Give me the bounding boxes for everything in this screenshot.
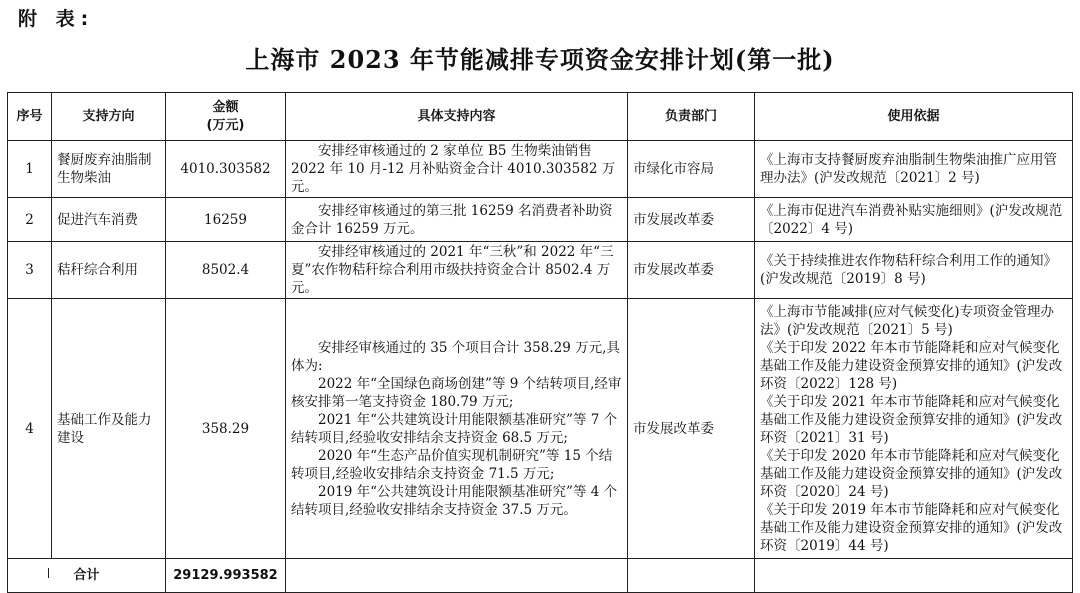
header-index: 序号 <box>8 93 52 141</box>
header-amount-line2: (万元) <box>206 117 245 133</box>
header-direction: 支持方向 <box>52 93 166 141</box>
basis-item: 《关于印发 2022 年本市节能降耗和应对气候变化基础工作及能力建设资金预算安排的通知》(沪发改环资〔2022〕128 号) <box>760 339 1063 392</box>
row-department: 市发展改革委 <box>628 198 755 242</box>
row-content: 安排经审核通过的第三批 16259 名消费者补助资金合计 16259 万元。 <box>286 198 628 242</box>
content-paragraph: 2019 年“公共建筑设计用能限额基准研究”等 4 个结转项目,经验收安排结余支持资金 37.5 万元。 <box>291 483 618 518</box>
row-index: 3 <box>8 242 52 299</box>
content-paragraph: 2020 年“生态产品价值实现机制研究”等 15 个结转项目,经验收安排结余支持资金 71.5 万元; <box>291 447 613 482</box>
total-empty-cell <box>628 559 755 593</box>
table-row <box>8 141 1073 198</box>
row-index: 4 <box>8 299 52 559</box>
content-paragraph: 2022 年“全国绿色商场创建”等 9 个结转项目,经审核安排第一笔支持资金 180.79 万元; <box>291 375 622 410</box>
total-amount: 29129.993582 <box>166 559 286 593</box>
table-total-row <box>8 559 1073 593</box>
page-edge-mark <box>48 568 49 578</box>
table-header-row <box>8 93 1073 141</box>
row-index: 2 <box>8 198 52 242</box>
basis-item: 《关于印发 2021 年本市节能降耗和应对气候变化基础工作及能力建设资金预算安排的通知》(沪发改环资〔2021〕31 号) <box>760 393 1063 446</box>
row-direction: 基础工作及能力建设 <box>52 299 166 559</box>
row-basis: 《上海市促进汽车消费补贴实施细则》(沪发改规范〔2022〕4 号) <box>755 198 1073 242</box>
basis-item: 《上海市节能减排(应对气候变化)专项资金管理办法》(沪发改规范〔2021〕5 号) <box>760 303 1055 338</box>
header-department: 负责部门 <box>628 93 755 141</box>
row-amount: 358.29 <box>166 299 286 559</box>
row-content: 安排经审核通过的 2021 年“三秋”和 2022 年“三夏”农作物秸秆综合利用市级扶持资金合计 8502.4 万元。 <box>286 242 628 299</box>
row-amount: 8502.4 <box>166 242 286 299</box>
header-basis: 使用依据 <box>755 93 1073 141</box>
appendix-label: 附 表: <box>18 8 95 30</box>
row-direction: 餐厨废弃油脂制生物柴油 <box>52 141 166 198</box>
header-amount <box>166 93 286 141</box>
table-row <box>8 299 1073 559</box>
row-amount: 4010.303582 <box>166 141 286 198</box>
table-row <box>8 242 1073 299</box>
row-content: 安排经审核通过的 2 家单位 B5 生物柴油销售 2022 年 10 月-12 月补贴资金合计 4010.303582 万元。 <box>286 141 628 198</box>
row-department: 市发展改革委 <box>628 299 755 559</box>
content-paragraph: 2021 年“公共建筑设计用能限额基准研究”等 7 个结转项目,经验收安排结余支持资金 68.5 万元; <box>291 411 618 446</box>
row-basis: 《上海市支持餐厨废弃油脂制生物柴油推广应用管理办法》(沪发改规范〔2021〕2 号) <box>755 141 1073 198</box>
row-department: 市绿化市容局 <box>628 141 755 198</box>
row-direction: 秸秆综合利用 <box>52 242 166 299</box>
row-amount: 16259 <box>166 198 286 242</box>
total-empty-cell <box>755 559 1073 593</box>
row-index: 1 <box>8 141 52 198</box>
row-direction: 促进汽车消费 <box>52 198 166 242</box>
funding-table <box>7 92 1073 593</box>
total-label: 合计 <box>8 559 166 593</box>
row-department: 市发展改革委 <box>628 242 755 299</box>
table-row <box>8 198 1073 242</box>
content-paragraph: 安排经审核通过的 35 个项目合计 358.29 万元,具体为: <box>291 339 620 374</box>
header-content: 具体支持内容 <box>286 93 628 141</box>
basis-item: 《关于印发 2019 年本市节能降耗和应对气候变化基础工作及能力建设资金预算安排的通知》(沪发改环资〔2019〕44 号) <box>760 501 1063 554</box>
row-basis: 《关于持续推进农作物秸秆综合利用工作的通知》(沪发改规范〔2019〕8 号) <box>755 242 1073 299</box>
row-basis <box>755 299 1073 559</box>
basis-item: 《关于印发 2020 年本市节能降耗和应对气候变化基础工作及能力建设资金预算安排的通知》(沪发改环资〔2020〕24 号) <box>760 447 1063 500</box>
document-title: 上海市 2023 年节能减排专项资金安排计划(第一批) <box>245 45 835 74</box>
total-empty-cell <box>286 559 628 593</box>
row-content <box>286 299 628 559</box>
header-amount-line1: 金额 <box>212 99 239 115</box>
